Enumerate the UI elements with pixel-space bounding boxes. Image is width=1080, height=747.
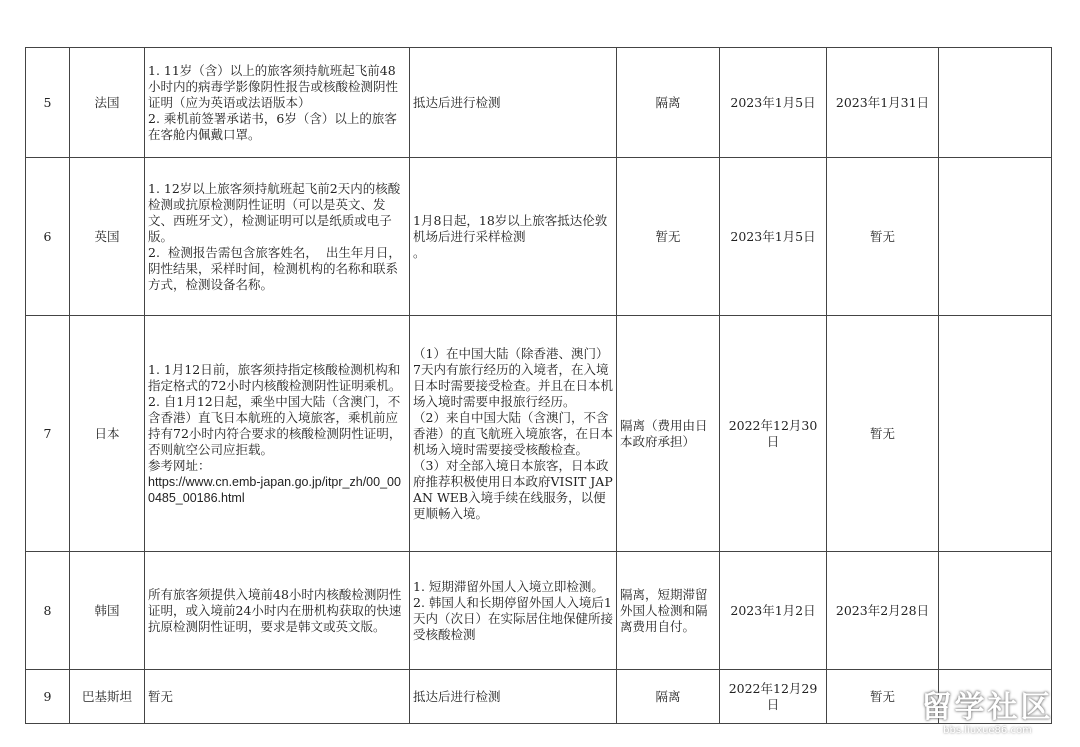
arrival-testing-line: （2）来自中国大陆（含澳门，不含香港）的直飞航班入境旅客，在日本机场入境时需要接受核酸检查。	[413, 409, 614, 457]
arrival-testing-line: 1. 短期滞留外国人入境立即检测。	[413, 578, 604, 594]
entry-requirement-line: 2. 乘机前签署承诺书，6岁（含）以上的旅客在客舱内佩戴口罩。	[148, 110, 397, 142]
start-date: 2022年12月30日	[720, 316, 827, 552]
entry-requirement-line: https://www.cn.emb-japan.go.jp/itpr_zh/00_000485_00186.html	[148, 474, 401, 505]
table-row	[26, 670, 1052, 724]
note	[939, 316, 1052, 552]
start-date: 2023年1月5日	[720, 48, 827, 158]
quarantine-policy: 暂无	[617, 158, 720, 316]
end-date: 暂无	[827, 670, 939, 724]
entry-requirement-line: 暂无	[148, 688, 174, 704]
end-date: 2023年2月28日	[827, 552, 939, 670]
arrival-testing	[410, 670, 617, 724]
arrival-testing-line: 抵达后进行检测	[413, 94, 501, 110]
table-body	[26, 48, 1052, 724]
watermark-title: 留学社区	[921, 690, 1054, 725]
end-date: 暂无	[827, 316, 939, 552]
row-number: 9	[26, 670, 70, 724]
entry-requirement-line: 1. 11岁（含）以上的旅客须持航班起飞前48小时内的病毒学影像阴性报告或核酸检测阴性证明（应为英语或法语版本）	[148, 62, 399, 110]
start-date: 2023年1月2日	[720, 552, 827, 670]
table-row	[26, 552, 1052, 670]
entry-requirement-line: 1. 1月12日前，旅客须持指定核酸检测机构和指定格式的72小时内核酸检测阴性证明乘机。	[148, 361, 402, 393]
entry-requirement	[145, 158, 410, 316]
arrival-testing	[410, 316, 617, 552]
note	[939, 552, 1052, 670]
quarantine-policy: 隔离（费用由日本政府承担）	[617, 316, 720, 552]
arrival-testing-line: （1）在中国大陆（除香港、澳门）7天内有旅行经历的入境者，在入境日本时需要接受检查。并且在日本机场入境时需要申报旅行经历。	[413, 345, 614, 409]
country-name: 日本	[70, 316, 145, 552]
country-name: 法国	[70, 48, 145, 158]
note	[939, 158, 1052, 316]
country-name: 巴基斯坦	[70, 670, 145, 724]
entry-requirement	[145, 48, 410, 158]
country-name: 韩国	[70, 552, 145, 670]
row-number: 7	[26, 316, 70, 552]
arrival-testing-line: （3）对全部入境日本旅客，日本政府推荐积极使用日本政府VISIT JAPAN WEB入境手续在线服务，以便更顺畅入境。	[413, 457, 613, 521]
row-number: 6	[26, 158, 70, 316]
note	[939, 48, 1052, 158]
quarantine-policy: 隔离，短期滞留外国人检测和隔离费用自付。	[617, 552, 720, 670]
row-number: 5	[26, 48, 70, 158]
table-row	[26, 158, 1052, 316]
country-name: 英国	[70, 158, 145, 316]
policy-table	[25, 47, 1052, 724]
arrival-testing-line: 。	[413, 244, 426, 260]
entry-requirement	[145, 316, 410, 552]
start-date: 2022年12月29日	[720, 670, 827, 724]
row-number: 8	[26, 552, 70, 670]
entry-requirement	[145, 552, 410, 670]
quarantine-policy: 隔离	[617, 48, 720, 158]
watermark-url: bbs.liuxue86.com	[943, 725, 1032, 736]
arrival-testing-line: 2. 韩国人和长期停留外国人入境后1天内（次日）在实际居住地保健所接受核酸检测	[413, 594, 614, 642]
entry-requirement-line: 参考网址：	[148, 457, 211, 473]
end-date: 2023年1月31日	[827, 48, 939, 158]
table-row	[26, 48, 1052, 158]
arrival-testing-line: 抵达后进行检测	[413, 688, 501, 704]
arrival-testing	[410, 552, 617, 670]
arrival-testing	[410, 48, 617, 158]
table-row	[26, 316, 1052, 552]
entry-requirement	[145, 670, 410, 724]
quarantine-policy: 隔离	[617, 670, 720, 724]
watermark-logo	[905, 691, 1070, 741]
entry-requirement-line: 1. 12岁以上旅客须持航班起飞前2天内的核酸检测或抗原检测阴性证明（可以是英文、发文、西班牙文），检测证明可以是纸质或电子版。	[148, 180, 401, 244]
start-date: 2023年1月5日	[720, 158, 827, 316]
arrival-testing-line: 1月8日起，18岁以上旅客抵达伦敦机场后进行采样检测	[413, 212, 608, 244]
end-date: 暂无	[827, 158, 939, 316]
entry-requirement-line: 2. 自1月12日起，乘坐中国大陆（含澳门，不含香港）直飞日本航班的入境旅客，乘机前应持有72小时内符合要求的核酸检测阴性证明，否则航空公司应拒载。	[148, 393, 402, 457]
arrival-testing	[410, 158, 617, 316]
entry-requirement-line: 所有旅客须提供入境前48小时内核酸检测阴性证明，或入境前24小时内在册机构获取的快速抗原检测阴性证明，要求是韩文或英文版。	[148, 586, 402, 634]
entry-requirement-line: 2. 检测报告需包含旅客姓名， 出生年月日， 阴性结果，采样时间，检测机构的名称和联系方式，检测设备名称。	[148, 244, 409, 292]
